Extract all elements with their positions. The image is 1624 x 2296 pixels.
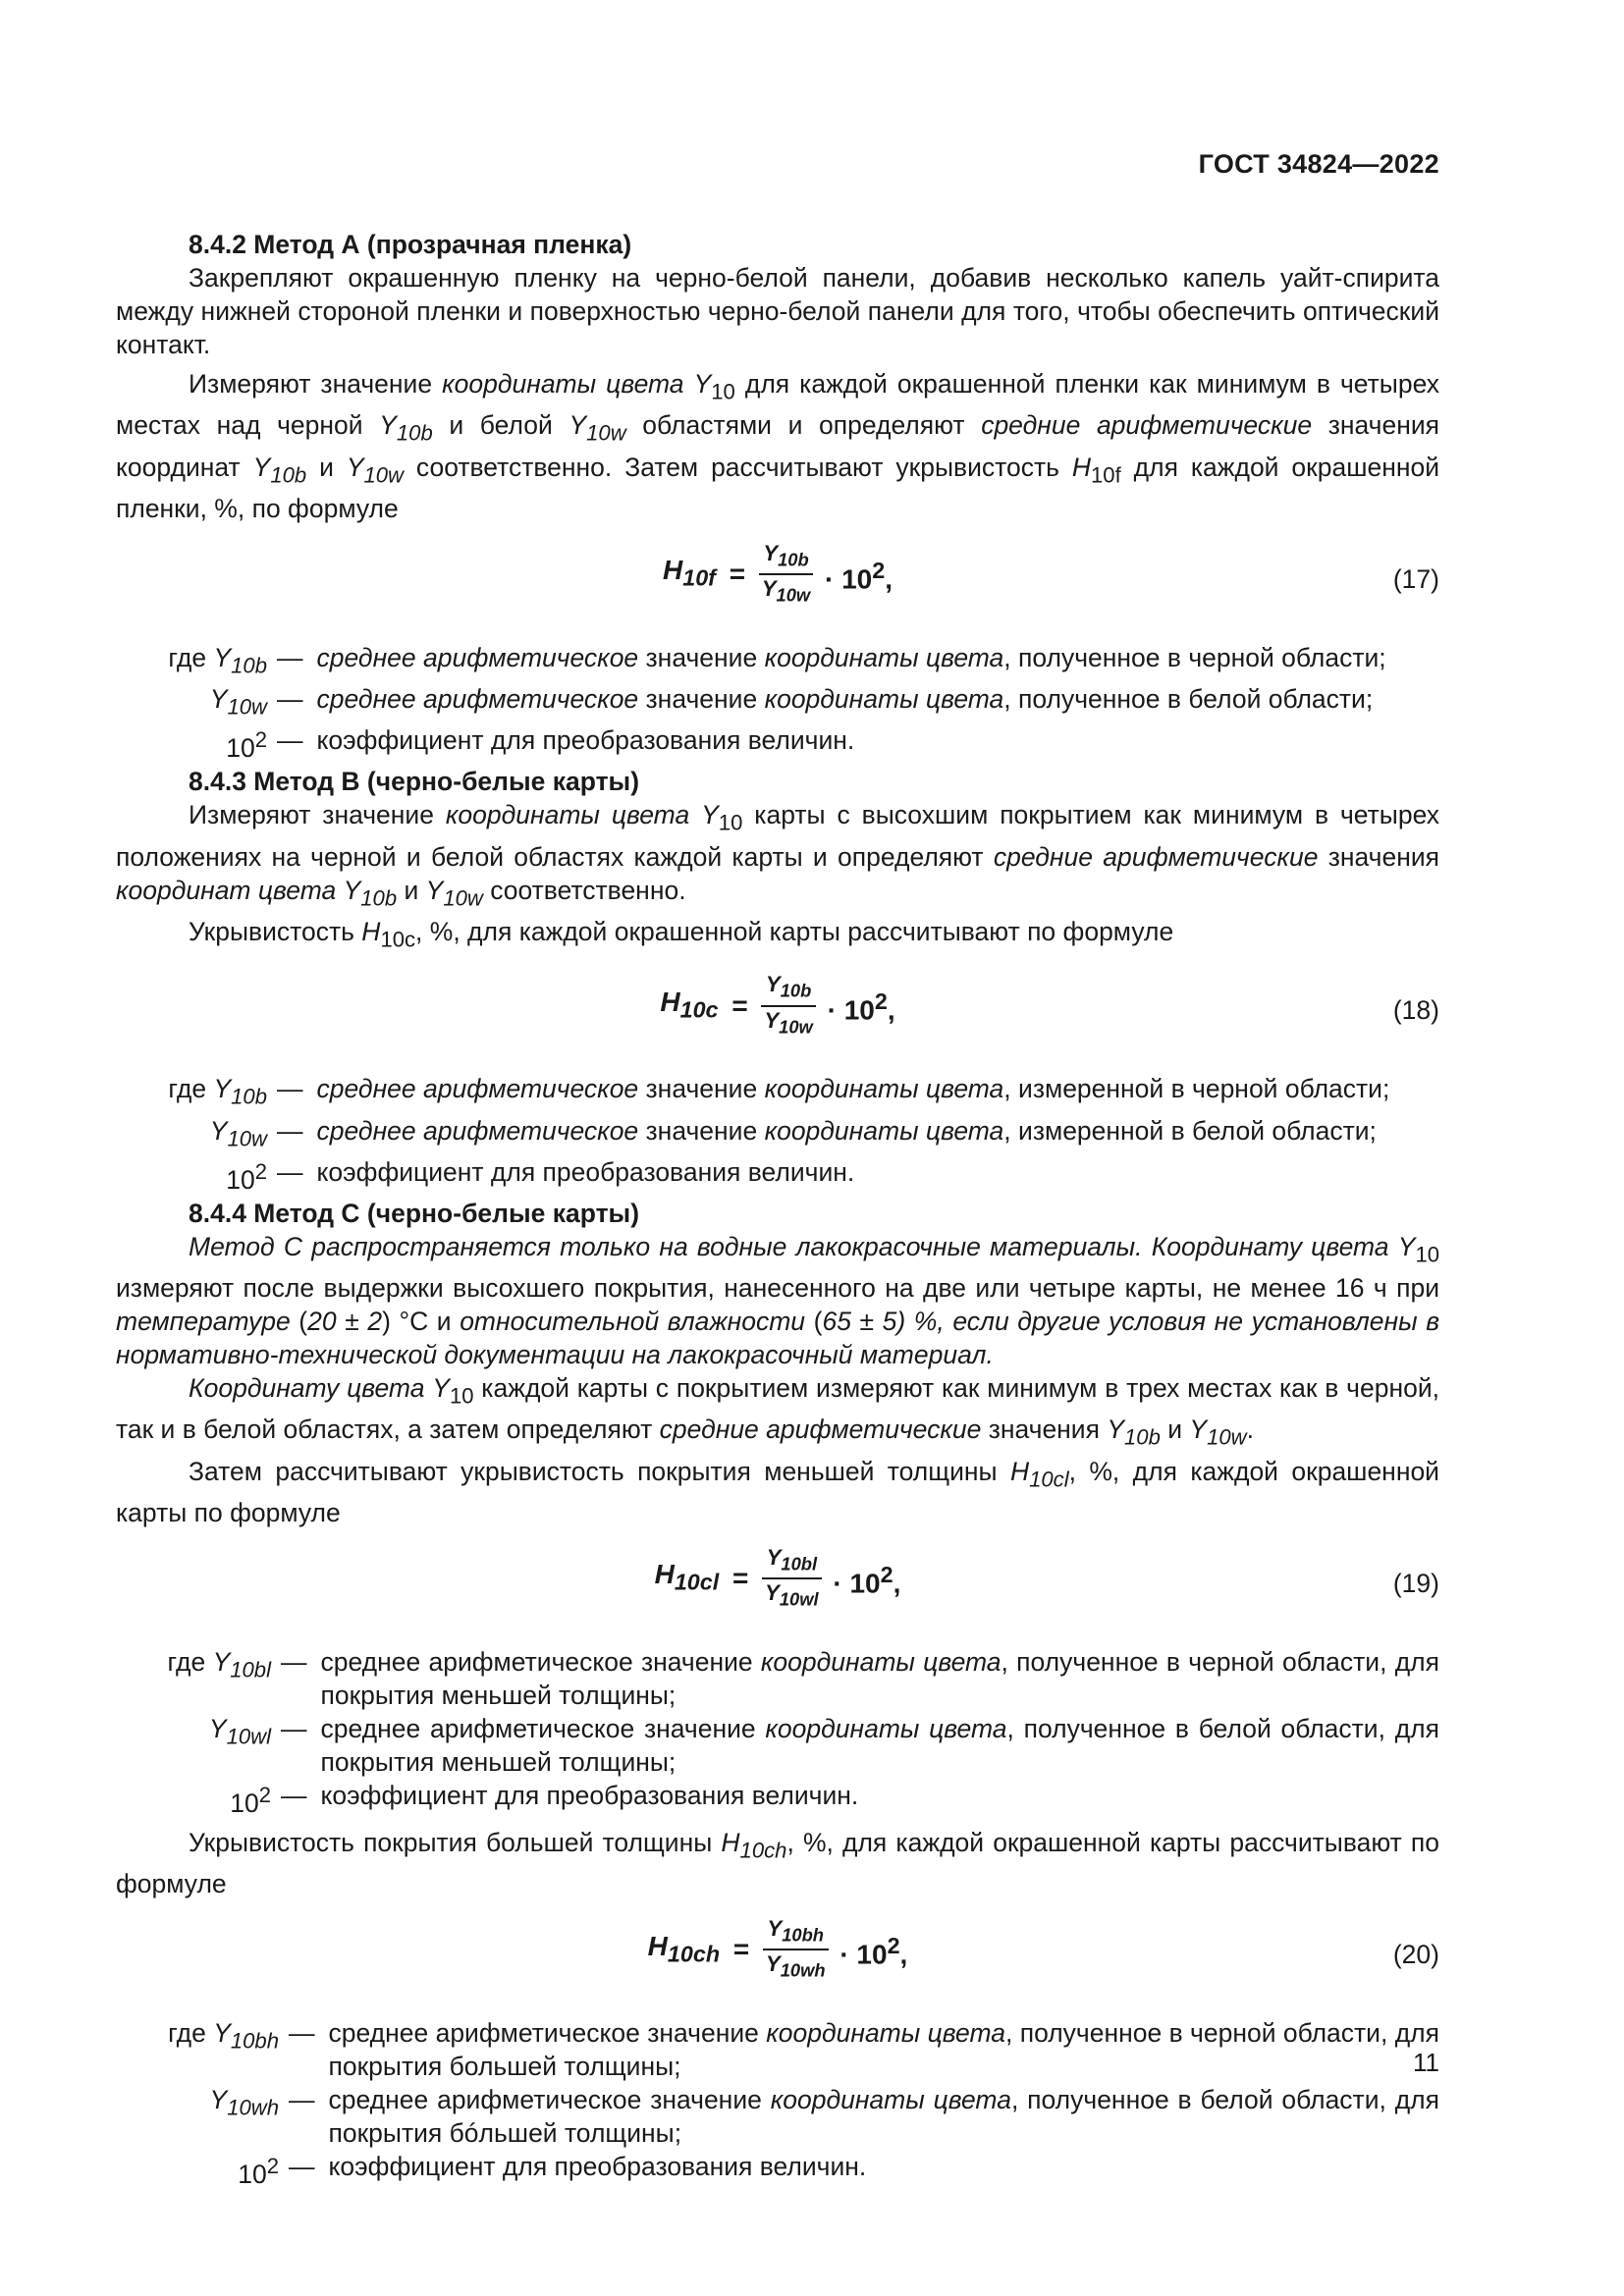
definition-item: где $Y_{10b}$ — среднее арифметическое значение координаты цвета, полученное в черной области; <box>168 642 1386 678</box>
definitions-list <box>116 1072 1439 1196</box>
definitions-list <box>116 2016 1439 2191</box>
definition-item: где $Y_{10b}$ — среднее арифметическое значение координаты цвета, измеренной в черной области; <box>168 1074 1390 1109</box>
definition-item: $10^2$ — коэффициент для преобразования величин. <box>230 1780 859 1818</box>
paragraph: Укрывистость $H_{10c}$, %, для каждой окрашенной карты рассчитывают по формуле <box>189 916 1174 952</box>
paragraph: Затем рассчитывают укрывистость покрытия меньшей толщины $H_{10cl}$, %, для каждой окрашенной карты по формуле <box>116 1456 1439 1527</box>
paragraph: Метод С распространяется только на водные лакокрасочные материалы. Координату цвета $Y_{10}$ измеряют после выдержки высохшего покрытия, нанесенного на две или четыре карты, не менее 16 ч при температуре (20 ± 2) °С и относительной влажности (65 ± 5) %, если другие условия не установлены в нормативно-технической документации на лакокрасочный материал. <box>116 1231 1440 1369</box>
definition-item: $Y_{10w}$ — среднее арифметическое значение координаты цвета, полученное в белой области; <box>209 684 1374 720</box>
equation-number: (19) <box>1392 1568 1439 1598</box>
section-title-842: 8.4.2 Метод А (прозрачная пленка) <box>189 230 632 259</box>
definition-item: $Y_{10w}$ — среднее арифметическое значение координаты цвета, измеренной в белой области; <box>209 1115 1377 1150</box>
definitions-list <box>116 641 1439 765</box>
definition-item: $10^2$ — коэффициент для преобразования величин. <box>226 725 855 764</box>
formula-18: $H_{10c}$ = $\frac{Y_{10b}}{Y_{10w}}$ · $10^2$, (18) <box>660 972 1439 1037</box>
formula-20: $H_{10ch}$ = $\frac{Y_{10bh}}{Y_{10wh}}$ · $10^2$, (20) <box>647 1915 1439 1981</box>
paragraph: Измеряют значение координаты цвета $Y_{10}$ карты с высохшим покрытием как минимум в четырех положениях на черной и белой областях каждой карты и определяют средние арифметические значения координат цвета $Y_{10b}$ и $Y_{10w}$ соответственно. <box>116 800 1440 910</box>
paragraph: Координату цвета $Y_{10}$ каждой карты с покрытием измеряют как минимум в трех местах как в черной, так и в белой областях, а затем определяют средние арифметические значения $Y_{10b}$ и $Y_{10w}$. <box>116 1372 1439 1450</box>
formula-19: $H_{10cl}$ = $\frac{Y_{10bl}}{Y_{10wl}}$ · $10^2$, (19) <box>654 1544 1439 1610</box>
equation-number: (18) <box>1392 995 1439 1026</box>
definition-item: где $Y_{10bl}$ — среднее арифметическое значение координаты цвета, полученное в черной области, для покрытия меньшей толщины; <box>167 1646 1439 1710</box>
definition-item: где $Y_{10bh}$ — среднее арифметическое значение координаты цвета, полученное в черной области, для покрытия большей толщины; <box>168 2017 1439 2081</box>
definition-item: $10^2$ — коэффициент для преобразования величин. <box>238 2151 867 2189</box>
section-title-844: 8.4.4 Метод С (черно-белые карты) <box>189 1198 640 1228</box>
document-body <box>116 228 1439 2191</box>
equation-number: (17) <box>1392 563 1439 594</box>
paragraph: Закрепляют окрашенную пленку на черно-белой панели, добавив несколько капель уайт-спирита между нижней стороной пленки и поверхностью черно-белой панели для того, чтобы обеспечить оптический контакт. <box>116 263 1439 359</box>
definition-item: $10^2$ — коэффициент для преобразования величин. <box>226 1156 855 1195</box>
section-title-843: 8.4.3 Метод В (черно-белые карты) <box>189 767 640 797</box>
definition-item: $Y_{10wl}$ — среднее арифметическое значение координаты цвета, полученное в белой области, для покрытия меньшей толщины; <box>208 1713 1439 1777</box>
definitions-list <box>116 1645 1439 1820</box>
definition-item: $Y_{10wh}$ — среднее арифметическое значение координаты цвета, полученное в белой области, для покрытия бóльшей толщины; <box>209 2084 1439 2148</box>
document-header: ГОСТ 34824—2022 <box>1198 149 1439 179</box>
paragraph: Измеряют значение координаты цвета $Y_{10}$ для каждой окрашенной пленки как минимум в четырех местах над черной $Y_{10b}$ и белой $Y_{10w}$ областями и определяют средние арифметические значения координат $Y_{10b}$ и $Y_{10w}$ соответственно. Затем рассчитывают укрывистость $H_{10f}$ для каждой окрашенной пленки, %, по формуле <box>116 369 1440 523</box>
paragraph: Укрывистость покрытия большей толщины $H_{10ch}$, %, для каждой окрашенной карты рассчитывают по формуле <box>116 1827 1440 1898</box>
equation-number: (20) <box>1392 1939 1439 1969</box>
formula-17: $H_{10f}$ = $\frac{Y_{10b}}{Y_{10w}}$ · $10^2$, (17) <box>662 540 1439 606</box>
page-number: 11 <box>1413 2048 1439 2077</box>
